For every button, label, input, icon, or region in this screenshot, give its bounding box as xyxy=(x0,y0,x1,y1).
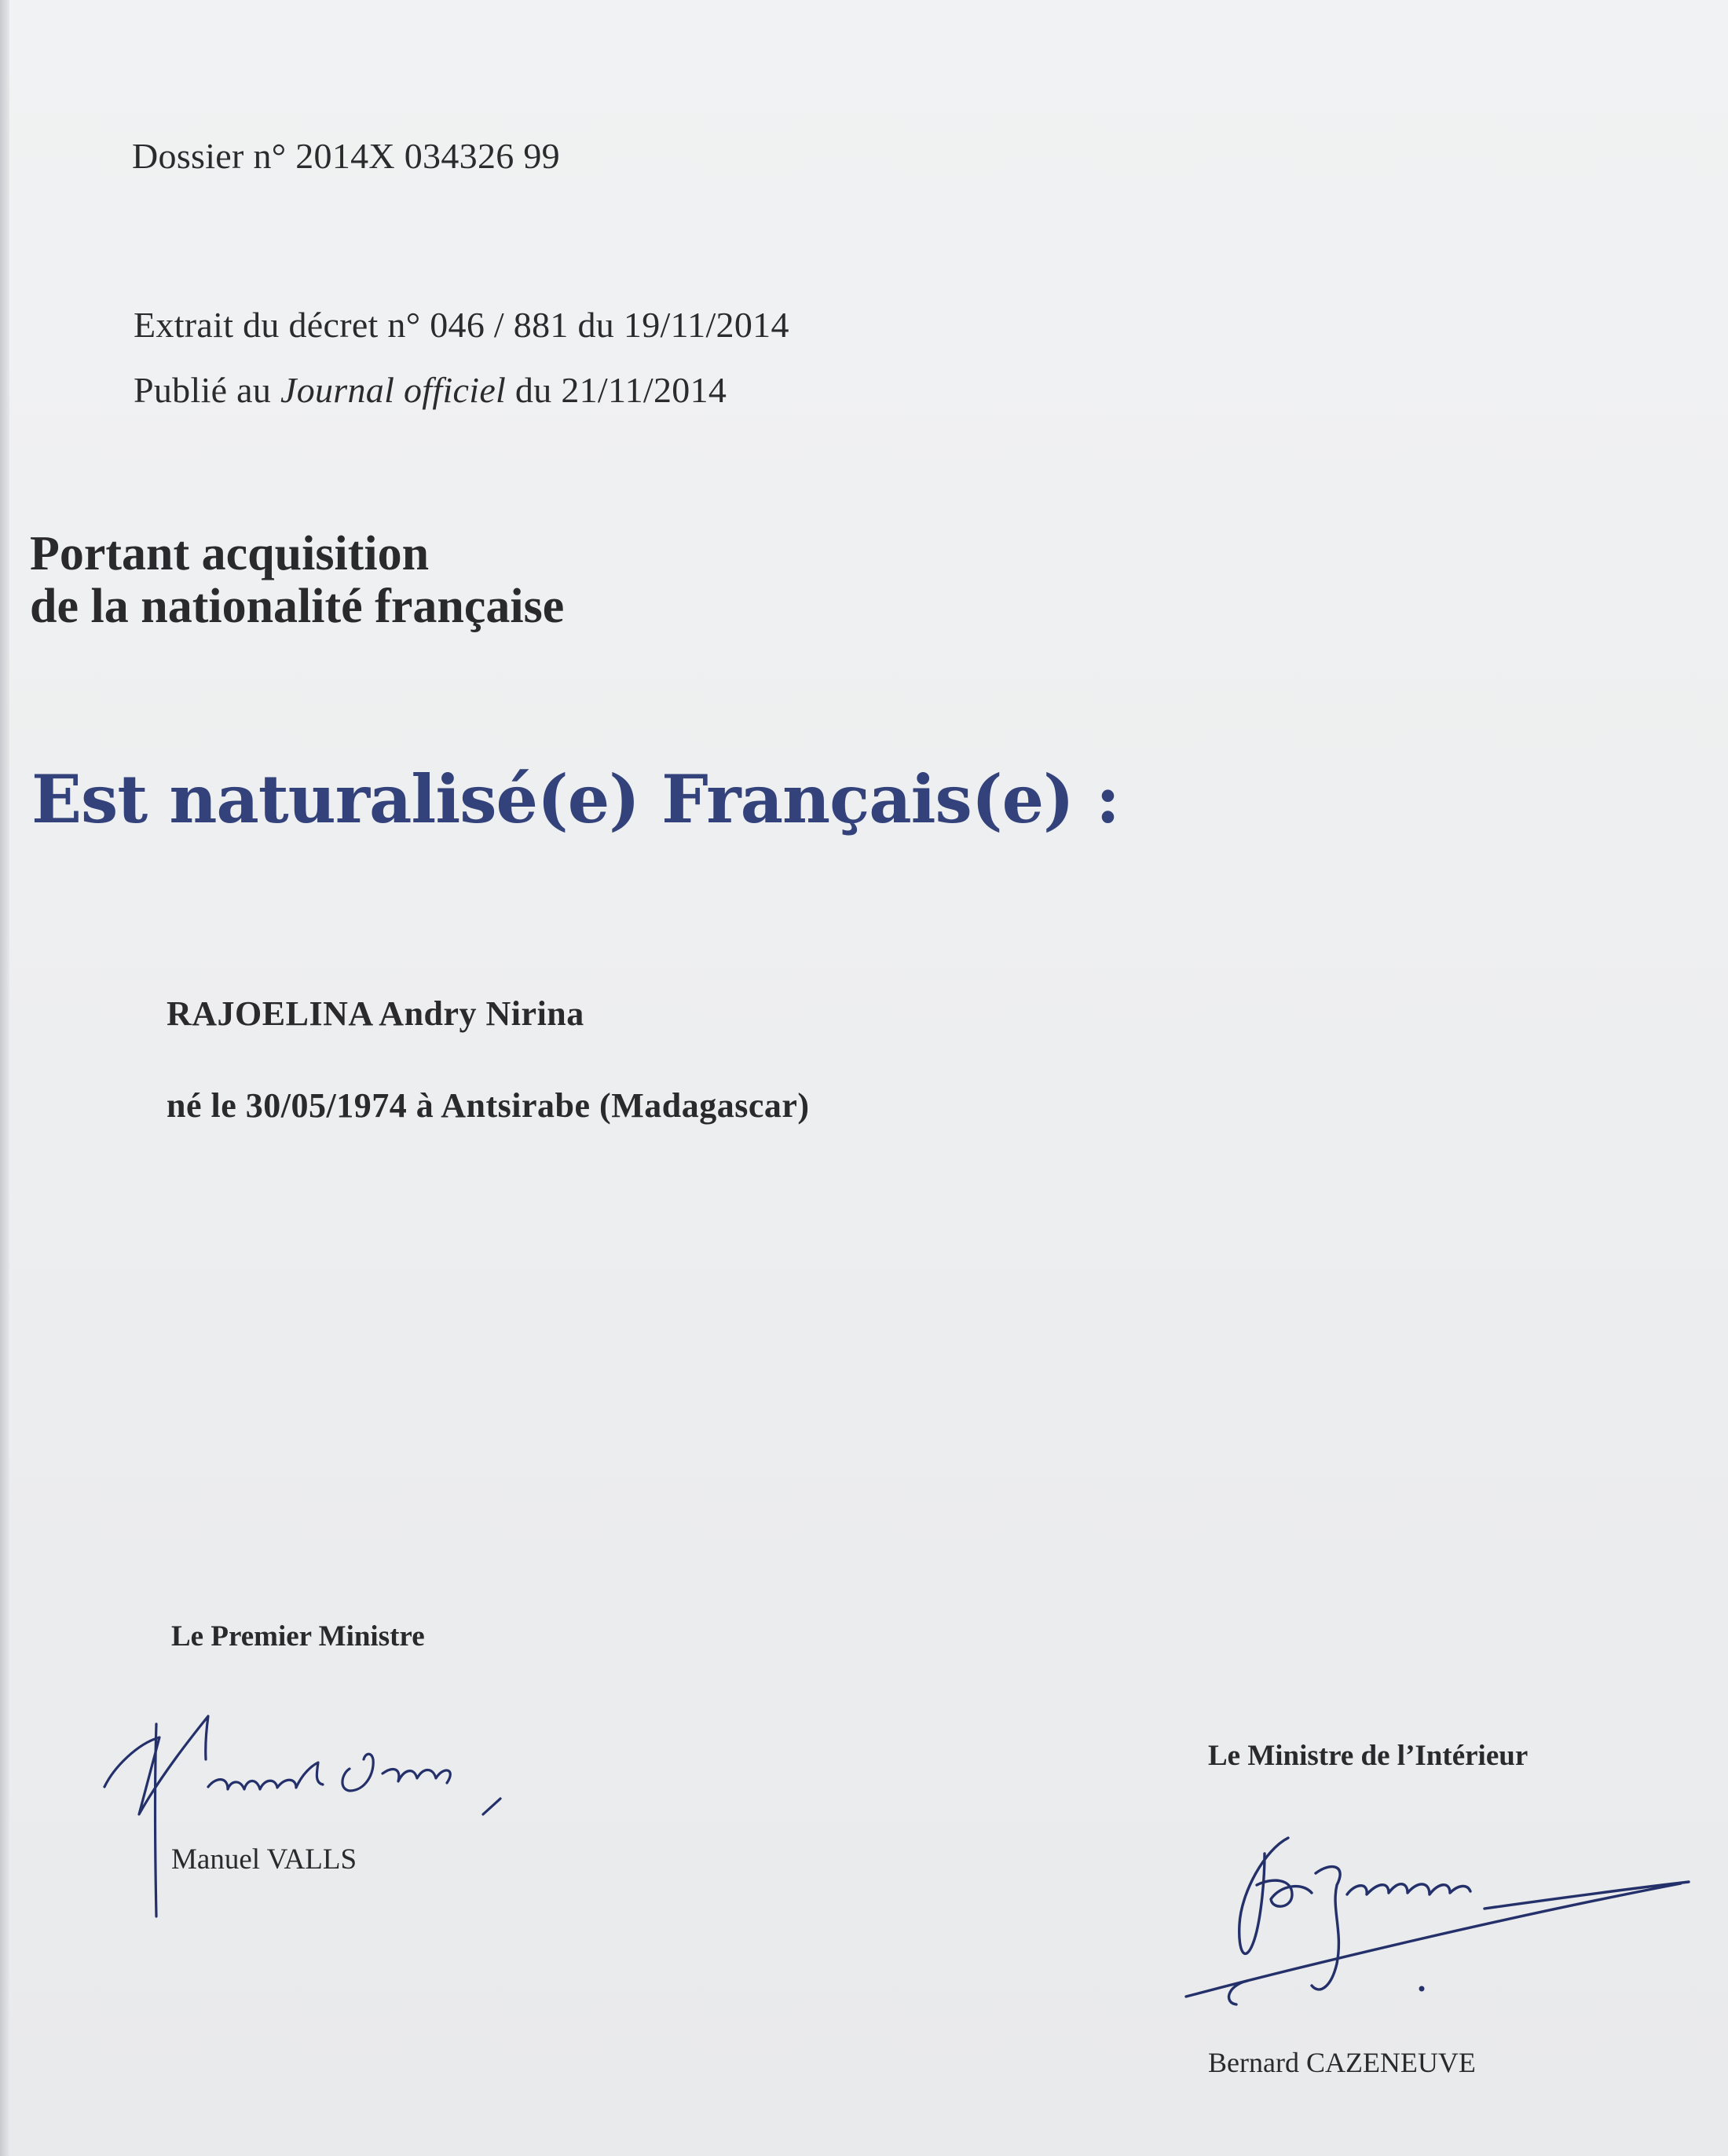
signature-dot xyxy=(1419,1986,1425,1992)
signature-stroke-anuel xyxy=(208,1763,323,1789)
person-birth-details: né le 30/05/1974 à Antsirabe (Madagascar) xyxy=(167,1086,810,1125)
interior-minister-signature xyxy=(1155,1806,1704,2026)
signature-stroke-v xyxy=(342,1754,373,1791)
signature-stroke-tick xyxy=(483,1799,500,1814)
subject-line-1: Portant acquisition xyxy=(30,527,430,580)
signature-stroke-loop xyxy=(1257,1880,1312,1906)
dossier-number: Dossier n° 2014X 034326 99 xyxy=(132,136,560,176)
prime-minister-name: Manuel VALLS xyxy=(171,1843,357,1876)
decree-subject xyxy=(30,528,564,633)
person-name: RAJOELINA Andry Nirina xyxy=(167,994,584,1033)
page-edge-shadow xyxy=(0,0,9,2156)
decree-extract: Extrait du décret n° 046 / 881 du 19/11/2014 xyxy=(134,305,789,345)
signature-stroke-c xyxy=(1239,1838,1288,1953)
interior-minister-title: Le Ministre de l’Intérieur xyxy=(1208,1740,1528,1772)
publication-prefix: Publié au xyxy=(134,370,280,410)
prime-minister-signature xyxy=(90,1681,530,1940)
signature-stroke-vertical xyxy=(156,1724,157,1916)
prime-minister-title: Le Premier Ministre xyxy=(171,1620,425,1653)
naturalisation-headline: Est naturalisé(e) Français(e) : xyxy=(31,760,1120,838)
signature-stroke-alls xyxy=(383,1770,450,1783)
signature-stroke-z xyxy=(1312,1867,1340,1989)
journal-title: Journal officiel xyxy=(280,370,507,410)
signature-stroke-eneuve xyxy=(1347,1884,1470,1894)
publication-date: du 21/11/2014 xyxy=(506,370,727,410)
publication-line xyxy=(134,369,727,411)
interior-minister-name: Bernard CAZENEUVE xyxy=(1208,2047,1476,2078)
subject-line-2: de la nationalité française xyxy=(30,579,565,633)
